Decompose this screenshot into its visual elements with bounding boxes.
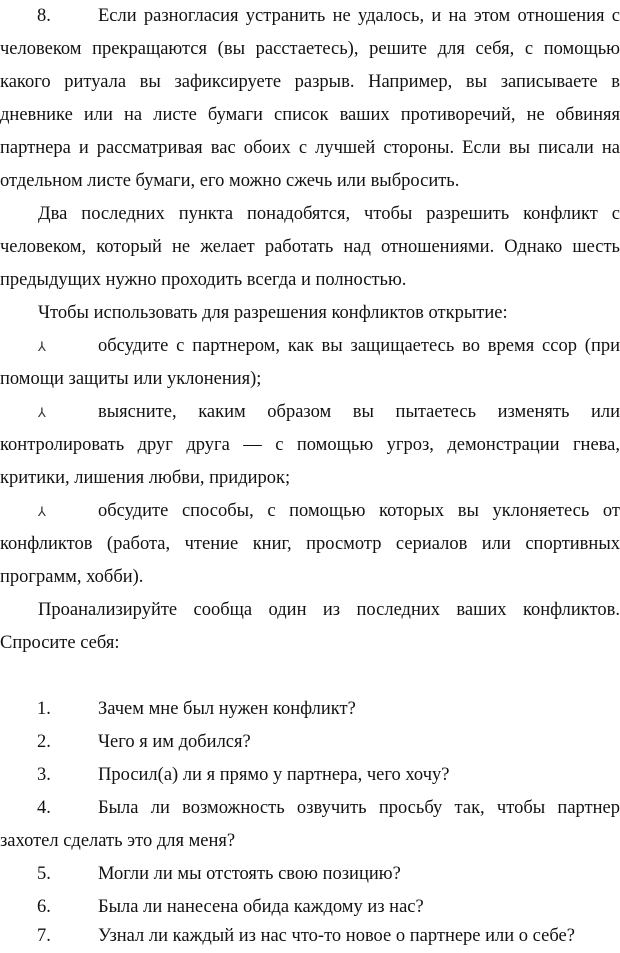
text-line: человеком прекращаются (вы расстаетесь), решите для себя, с помощью (0, 39, 620, 59)
list-number: 7. (37, 926, 51, 946)
list-item-text: Чего я им добился? (98, 732, 251, 752)
bullet-icon: ⅄ (38, 504, 46, 519)
text-line: отдельном листе бумаги, его можно сжечь или выбросить. (0, 171, 460, 191)
text-line: контролировать друг друга — с помощью угроз, демонстрации гнева, (0, 435, 620, 455)
text-line: Спросите себя: (0, 633, 120, 653)
paragraph-start: Чтобы использовать для разрешения конфликтов открытие: (38, 303, 508, 323)
text-line: человеком, который не желает работать над отношениями. Однако шесть (0, 237, 620, 257)
list-item-text: Была ли нанесена обида каждому из нас? (98, 897, 424, 917)
bullet-text: выясните, каким образом вы пытаетесь изменять или (98, 402, 620, 422)
list-item-text: Зачем мне был нужен конфликт? (98, 699, 356, 719)
text-line: помощи защиты или уклонения); (0, 369, 262, 389)
list-number: 8. (37, 6, 51, 26)
list-item-text: Просил(а) ли я прямо у партнера, чего хочу? (98, 765, 450, 785)
text-line: партнера и рассматривая вас обоих с лучшей стороны. Если вы писали на (0, 138, 620, 158)
text-line: захотел сделать это для меня? (0, 831, 236, 851)
paragraph-start: Два последних пункта понадобятся, чтобы разрешить конфликт с (38, 204, 620, 224)
text-line: какого ритуала вы зафиксируете разрыв. Например, вы записываете в (0, 72, 620, 92)
list-number: 1. (37, 699, 51, 719)
list-item-text: Узнал ли каждый из нас что-то новое о партнере или о себе? (98, 926, 575, 946)
list-number: 2. (37, 732, 51, 752)
paragraph-start: Проанализируйте сообща один из последних ваших конфликтов. (38, 600, 620, 620)
list-number: 3. (37, 765, 51, 785)
bullet-text: обсудите с партнером, как вы защищаетесь во время ссор (при (98, 336, 620, 356)
list-number: 6. (37, 897, 51, 917)
text-line: конфликтов (работа, чтение книг, просмотр сериалов или спортивных (0, 534, 620, 554)
text-line: критики, лишения любви, придирок; (0, 468, 291, 488)
list-number: 5. (37, 864, 51, 884)
bullet-text: обсудите способы, с помощью которых вы уклоняетесь от (98, 501, 620, 521)
text-line: предыдущих нужно проходить всегда и полностью. (0, 270, 407, 290)
list-item-text: Могли ли мы отстоять свою позицию? (98, 864, 401, 884)
list-number: 4. (37, 798, 51, 818)
text-line: программ, хобби). (0, 567, 144, 587)
list-item-text: Если разногласия устранить не удалось, и на этом отношения с (98, 6, 620, 26)
bullet-icon: ⅄ (38, 339, 46, 354)
text-line: дневнике или на листе бумаги список ваших противоречий, не обвиняя (0, 105, 620, 125)
list-item-text: Была ли возможность озвучить просьбу так, чтобы партнер (98, 798, 620, 818)
bullet-icon: ⅄ (38, 405, 46, 420)
